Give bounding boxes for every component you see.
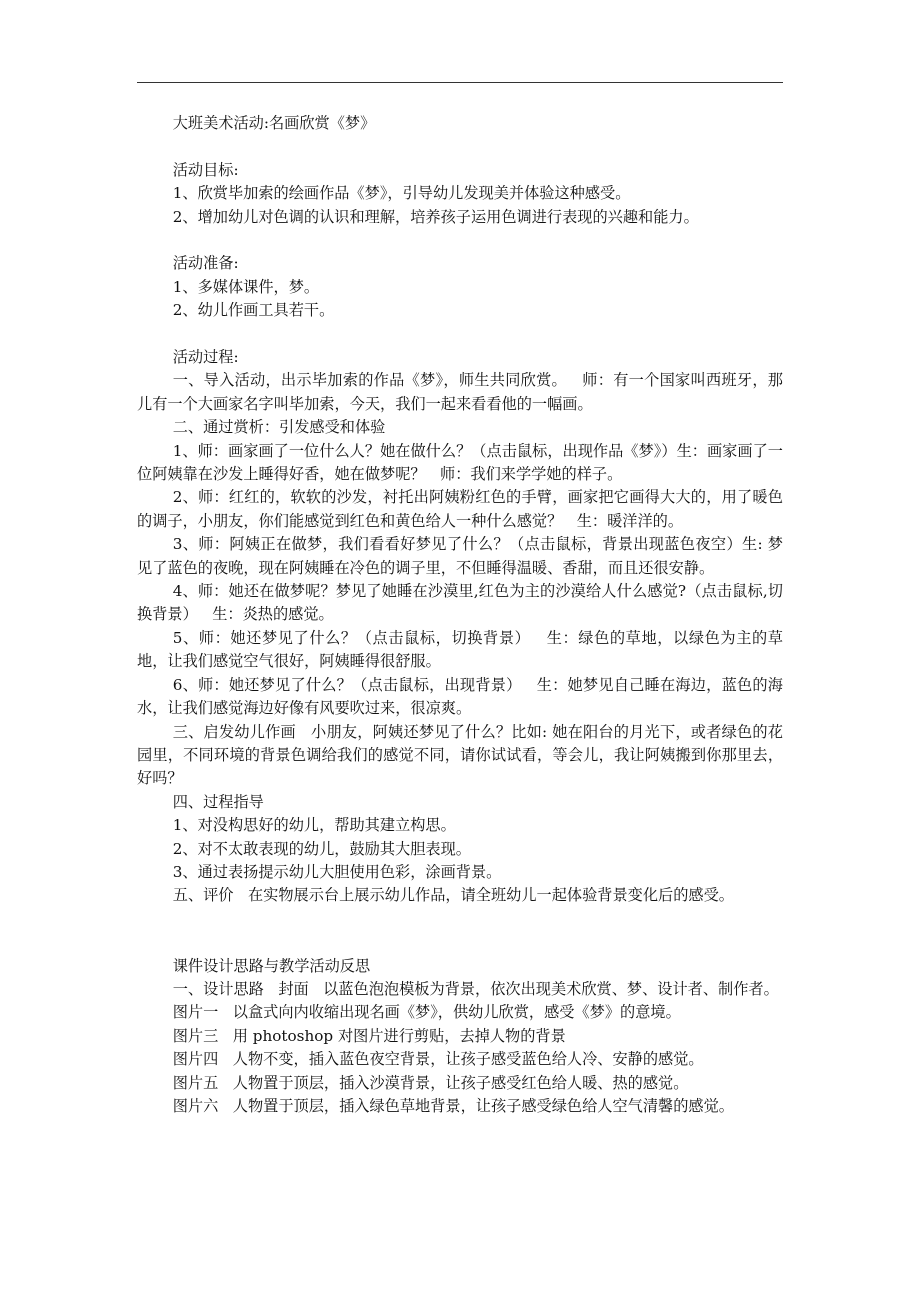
process-paragraph: 三、启发幼儿作画 小朋友，阿姨还梦见了什么？比如: 她在阳台的月光下，或者绿色的花园里，不同环境的背景色调给我们的感觉不同，请你试试看，等会儿，我让阿姨搬到你那里去，好吗？: [137, 722, 783, 788]
goals-heading: 活动目标:: [172, 160, 239, 179]
preparation-item: 2、幼儿作画工具若干。: [172, 301, 335, 320]
reflection-heading: 课件设计思路与教学活动反思: [172, 956, 371, 975]
document-title: 大班美术活动:名画欣赏《梦》: [172, 114, 376, 132]
process-paragraph: 1、师：画家画了一位什么人？她在做什么？（点击鼠标，出现作品《梦》）生：画家画了一位阿姨靠在沙发上睡得好香，她在做梦呢？ 师：我们来学学她的样子。: [137, 441, 783, 484]
reflection-paragraph: 图片六 人物置于顶层，插入绿色草地背景，让孩子感受绿色给人空气清馨的感觉。: [172, 1097, 734, 1115]
process-paragraph: 五、评价 在实物展示台上展示幼儿作品，请全班幼儿一起体验背景变化后的感受。: [172, 886, 734, 905]
process-heading: 活动过程:: [172, 348, 239, 367]
goal-item: 2、增加幼儿对色调的认识和理解，培养孩子运用色调进行表现的兴趣和能力。: [172, 207, 699, 226]
process-paragraph: 2、师：红红的，软软的沙发，衬托出阿姨粉红色的手臂，画家把它画得大大的，用了暖色的调子，小朋友，你们能感觉到红色和黄色给人一种什么感觉？ 生：暖洋洋的。: [137, 488, 783, 530]
preparation-heading: 活动准备:: [172, 254, 239, 273]
document-body: [137, 112, 783, 1118]
process-paragraph: 3、师：阿姨正在做梦，我们看看好梦见了什么？（点击鼠标，背景出现蓝色夜空）生: 梦见了蓝色的夜晚，现在阿姨睡在冷色的调子里，不但睡得温暖、香甜，而且还很安静。: [137, 535, 783, 577]
reflection-paragraph: 一、设计思路 封面 以蓝色泡泡模板为背景，依次出现美术欣赏、梦、设计者、制作者。: [172, 979, 779, 998]
process-paragraph: 2、对不太敢表现的幼儿，鼓励其大胆表现。: [172, 839, 471, 858]
process-paragraph: 一、导入活动，出示毕加索的作品《梦》，师生共同欣赏。 师：有一个国家叫西班牙，那儿有一个大画家名字叫毕加索，今天，我们一起来看看他的一幅画。: [137, 371, 783, 413]
process-paragraph: 1、对没构思好的幼儿，帮助其建立构思。: [172, 816, 456, 835]
reflection-paragraph: 图片三 用 photoshop 对图片进行剪贴，去掉人物的背景: [172, 1026, 566, 1045]
process-paragraph: 3、通过表扬提示幼儿大胆使用色彩，涂画背景。: [172, 862, 502, 881]
goal-item: 1、欣赏毕加索的绘画作品《梦》，引导幼儿发现美并体验这种感受。: [172, 184, 631, 203]
reflection-paragraph: 图片四 人物不变，插入蓝色夜空背景，让孩子感受蓝色给人冷、安静的感觉。: [172, 1050, 704, 1069]
header-rule: [137, 82, 783, 83]
process-paragraph: 四、过程指导: [172, 792, 264, 811]
preparation-item: 1、多媒体课件，梦。: [172, 277, 320, 296]
process-paragraph: 二、通过赏析：引发感受和体验: [172, 418, 386, 437]
process-paragraph: 6、师：她还梦见了什么？（点击鼠标，出现背景） 生：她梦见自己睡在海边，蓝色的海水，让我们感觉海边好像有风要吹过来，很凉爽。: [137, 675, 783, 718]
reflection-paragraph: 图片五 人物置于顶层，插入沙漠背景，让孩子感受红色给人暖、热的感觉。: [172, 1073, 689, 1092]
reflection-paragraph: 图片一 以盒式向内收缩出现名画《梦》，供幼儿欣赏，感受《梦》的意境。: [172, 1003, 681, 1022]
process-paragraph: 4、师：她还在做梦呢？梦见了她睡在沙漠里,红色为主的沙漠给人什么感觉?（点击鼠标,切换背景） 生：炎热的感觉。: [137, 582, 783, 624]
process-paragraph: 5、师：她还梦见了什么？（点击鼠标，切换背景） 生：绿色的草地，以绿色为主的草地，让我们感觉空气很好，阿姨睡得很舒服。: [137, 628, 783, 671]
